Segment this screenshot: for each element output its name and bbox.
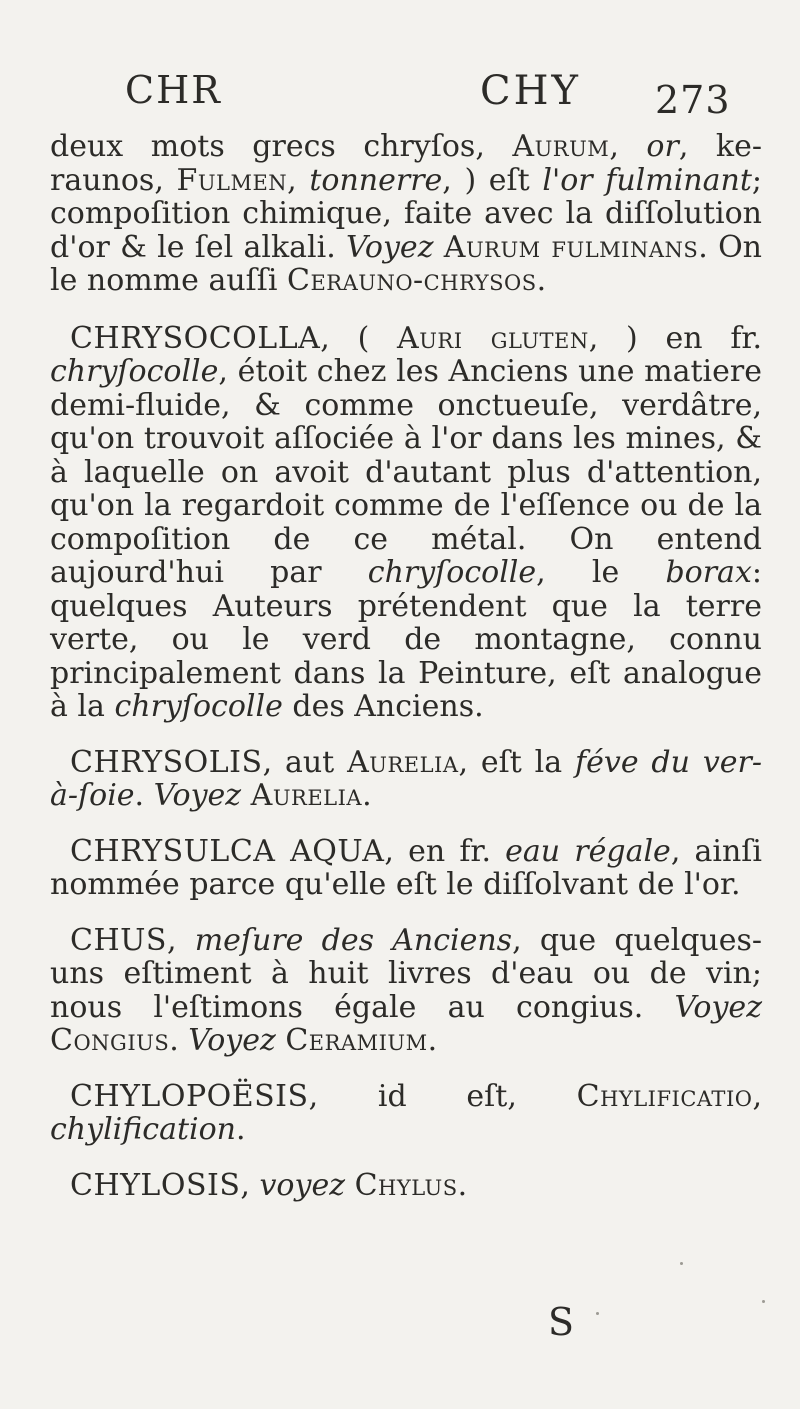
entry-text: , étoit chez les Anciens une matiere demi-fluide, & comme onctueuſe, verdâtre, qu'on trouvoit aſſociée à l'or dans les mines, & à laquelle on avoit d'autant plus d'attention, qu'on la regardoit comme de l'eſſence ou de la compoſition de ce métal. On entend aujourd'hui par <box>50 354 762 590</box>
small-caps-term: Aurum fulminans <box>443 229 699 265</box>
entry-text: des Anciens. <box>282 689 484 724</box>
italic-term: tonnerre <box>309 162 443 198</box>
entry-text: , <box>287 162 310 198</box>
entry-chrysocolla <box>50 322 762 724</box>
entry-headword: CHRYSOLIS <box>70 744 263 780</box>
italic-term: chylification <box>50 1112 236 1147</box>
entry-headword: CHUS <box>70 922 167 958</box>
entry-text: , ) en fr. <box>588 320 762 356</box>
italic-term: féve du ver-à-ſoie <box>50 744 762 813</box>
italic-term: l'or fulminant <box>542 162 752 198</box>
entry-text <box>345 1168 355 1203</box>
entry-headword: CHYLOPOËSIS <box>70 1078 309 1114</box>
italic-term: meſure des Anciens <box>194 922 513 958</box>
small-caps-term: Aurelia <box>347 744 459 780</box>
speck <box>596 1312 599 1315</box>
entry-text: , que quelques-uns eſtiment à huit livres d'eau ou de vin; nous l'eſtimons égale au congius. <box>50 922 763 1025</box>
header-left-guideword: CHR <box>125 68 222 112</box>
entry-text: , ) eſt <box>442 162 543 198</box>
entry-text: . <box>169 1023 189 1058</box>
entry-headword: CHYLOSIS <box>70 1167 241 1203</box>
small-caps-term: Cerauno-chrysos <box>287 263 537 298</box>
dictionary-body <box>50 130 762 1224</box>
entry-text: , ke-raunos, <box>50 129 762 198</box>
entry-text: , ( <box>320 320 398 356</box>
italic-term: Voyez <box>153 778 242 813</box>
small-caps-term: Auri gluten <box>397 320 589 356</box>
entry-text: , ainſi nommée parce qu'elle eſt le diſſolvant de l'or. <box>50 833 762 902</box>
speck <box>680 1262 683 1265</box>
small-caps-term: Ceramium <box>285 1023 428 1058</box>
running-header <box>125 68 760 128</box>
small-caps-term: Congius <box>50 1023 170 1058</box>
entry-text: deux mots grecs chryſos, <box>50 129 513 164</box>
page-number: 273 <box>655 78 731 122</box>
small-caps-term: Aurum <box>512 129 610 164</box>
entry-text: , en fr. <box>384 833 506 869</box>
entry-text: , <box>752 1078 762 1114</box>
italic-term: Voyez <box>346 229 434 265</box>
italic-term: or <box>646 129 679 164</box>
entry-text <box>276 1023 286 1058</box>
entry-text <box>434 230 444 265</box>
italic-term: voyez <box>259 1167 346 1203</box>
small-caps-term: Aurelia <box>250 778 363 813</box>
entry-text: : quelques Auteurs prétendent que la terre verte, ou le verd de montagne, connu principalement dans la Peinture, eſt analogue à la <box>50 555 762 724</box>
entry-chus <box>50 924 762 1058</box>
italic-term: chryſocolle <box>367 555 537 590</box>
entry-headword: CHRYSULCA AQUA <box>70 833 385 869</box>
entry-text: . <box>427 1023 438 1058</box>
entry-text: , eſt la <box>458 744 576 780</box>
italic-term: chryſocolle <box>114 689 283 724</box>
entry-text: , id eſt, <box>308 1078 577 1114</box>
entry-text: , <box>166 922 195 958</box>
entry-headword: CHRYSOCOLLA <box>70 320 321 356</box>
entry-text: . <box>236 1112 246 1147</box>
entry-text: , aut <box>262 744 348 780</box>
catchword: S <box>548 1300 575 1344</box>
entry-chylopoesis <box>50 1080 762 1147</box>
speck <box>762 1300 765 1303</box>
italic-term: chryſocolle <box>50 354 219 389</box>
italic-term: borax <box>665 555 752 590</box>
entry-aurum-fulminans-continuation <box>50 130 762 298</box>
small-caps-term: Chylus <box>354 1167 458 1203</box>
italic-term: eau régale <box>505 833 671 869</box>
small-caps-term: Chylificatio <box>576 1078 753 1114</box>
entry-text: . <box>536 263 547 298</box>
entry-chrysolis <box>50 746 762 813</box>
entry-text: . On le nomme auſſi <box>50 229 762 298</box>
header-right-guideword: CHY <box>480 68 581 114</box>
entry-text <box>241 778 251 813</box>
entry-text: . <box>134 778 154 813</box>
entry-chylosis <box>50 1169 762 1203</box>
entry-text: , <box>240 1167 260 1203</box>
italic-term: Voyez <box>674 989 762 1025</box>
entry-text: ; compoſition chimique, faite avec la diſſolution d'or & le ſel alkali. <box>50 162 762 265</box>
small-caps-term: Fulmen <box>176 162 288 198</box>
entry-text: . <box>362 778 372 813</box>
entry-text: , <box>609 129 647 164</box>
entry-chrysulca-aqua <box>50 835 762 902</box>
italic-term: Voyez <box>188 1023 276 1058</box>
entry-text: , le <box>536 555 666 590</box>
entry-text: . <box>457 1167 468 1203</box>
